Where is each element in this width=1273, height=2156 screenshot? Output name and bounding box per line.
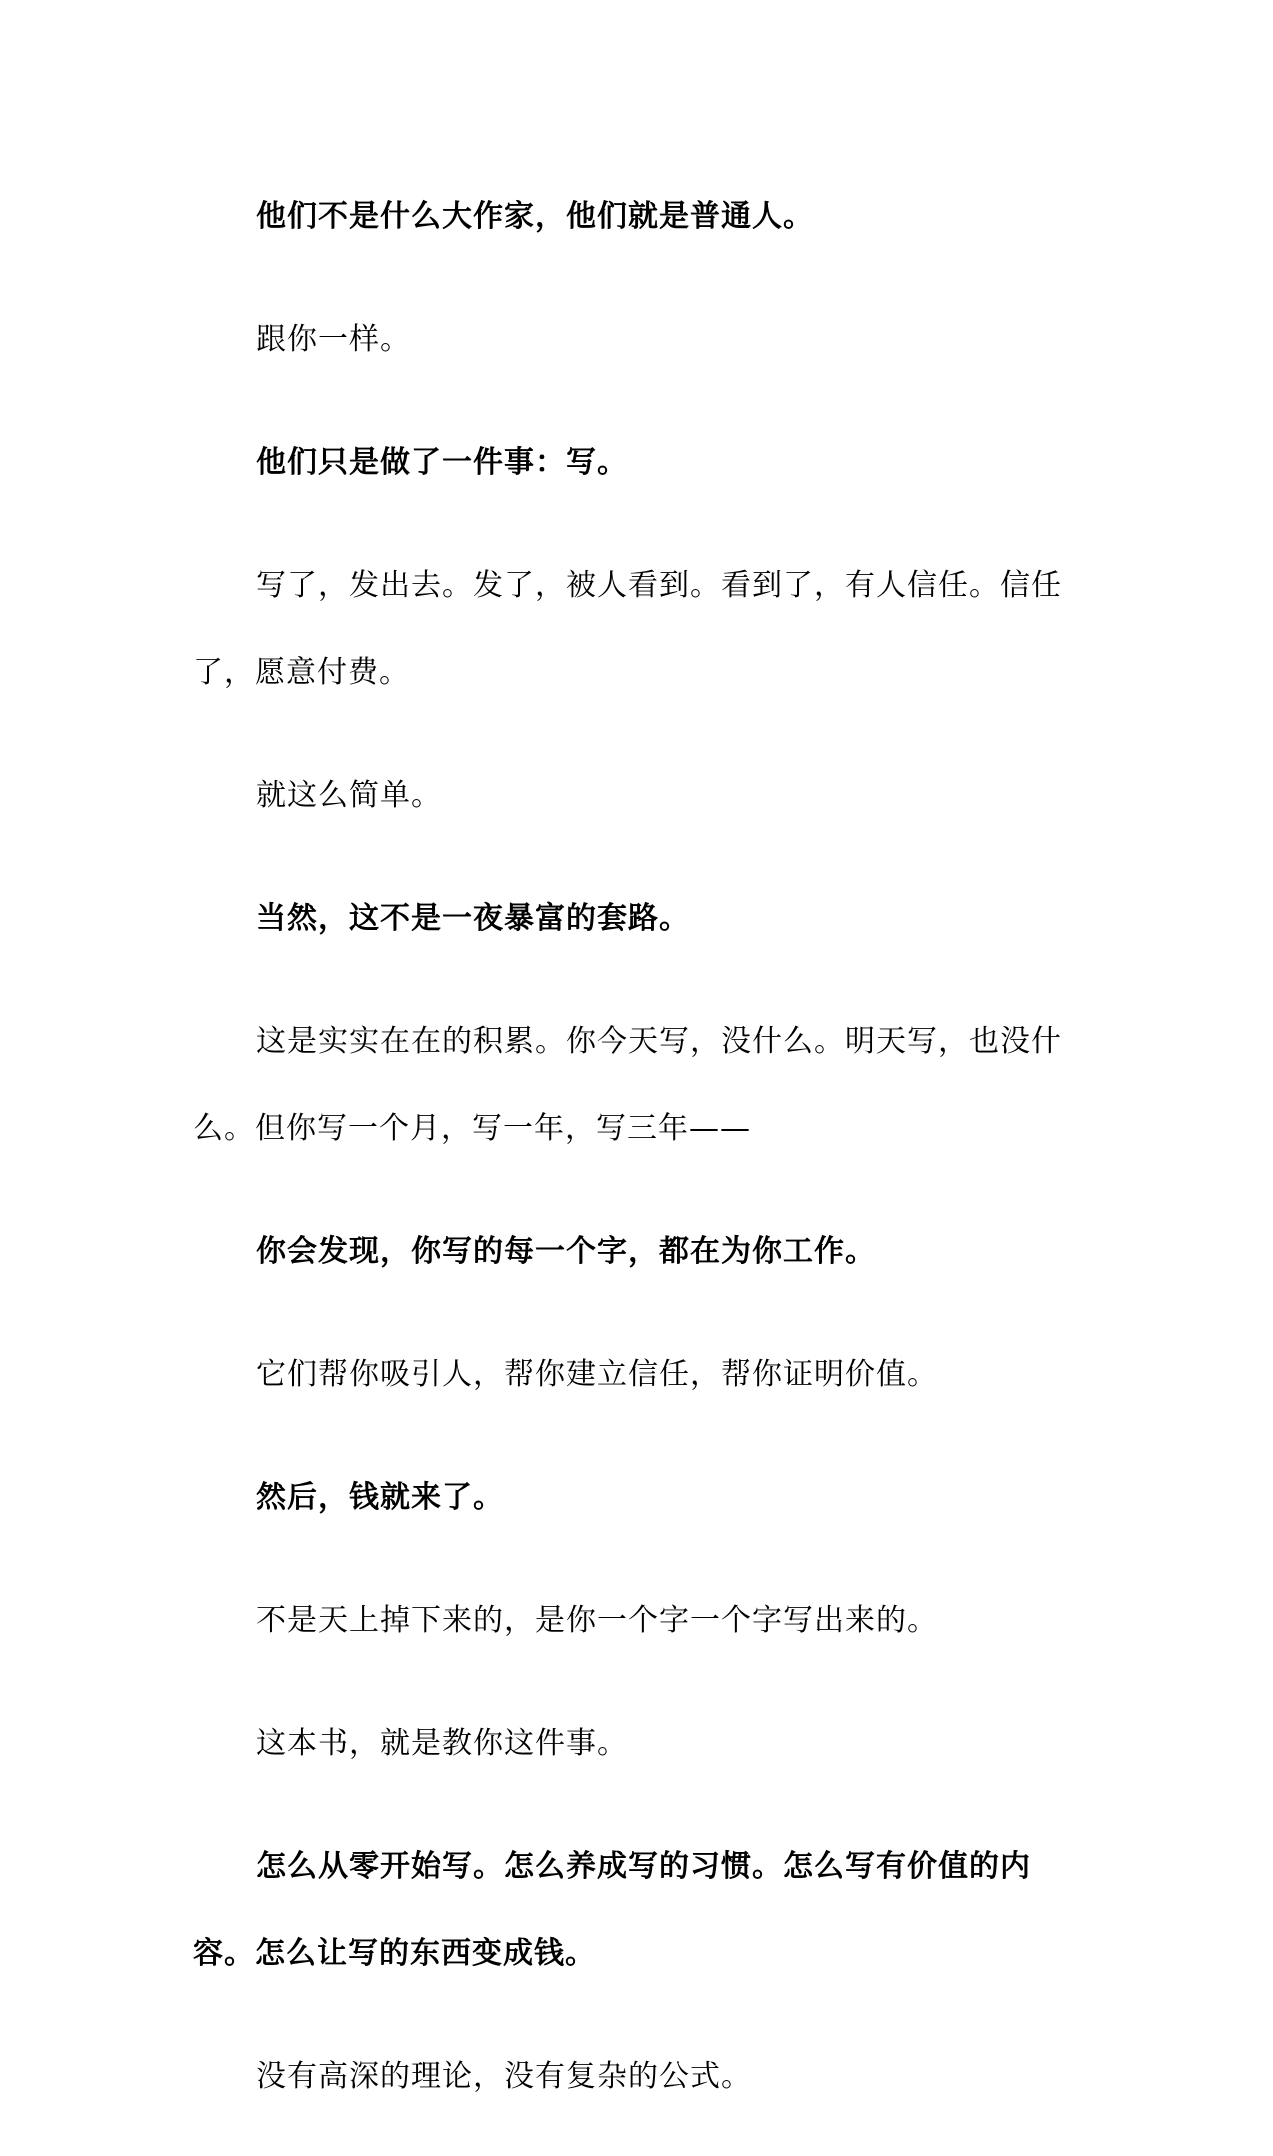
paragraph: 不是天上掉下来的，是你一个字一个字写出来的。 [256, 1603, 938, 1638]
paragraph: 写了，发出去。发了，被人看到。看到了，有人信任。信任了，愿意付费。 [193, 568, 1062, 690]
paragraph: 然后，钱就来了。 [256, 1480, 504, 1515]
paragraph: 他们不是什么大作家，他们就是普通人。 [256, 199, 814, 234]
paragraph: 这是实实在在的积累。你今天写，没什么。明天写，也没什么。但你写一个月，写一年，写三年—— [193, 1024, 1062, 1146]
paragraph: 跟你一样。 [256, 322, 411, 357]
paragraph: 他们只是做了一件事：写。 [256, 445, 628, 480]
paragraph: 没有高深的理论，没有复杂的公式。 [256, 2059, 752, 2094]
paragraph: 当然，这不是一夜暴富的套路。 [256, 901, 690, 936]
paragraph: 你会发现，你写的每一个字，都在为你工作。 [256, 1234, 876, 1269]
document-body [193, 173, 1081, 2156]
paragraph: 这本书，就是教你这件事。 [256, 1726, 628, 1761]
paragraph: 它们帮你吸引人，帮你建立信任，帮你证明价值。 [256, 1357, 938, 1392]
paragraph: 怎么从零开始写。怎么养成写的习惯。怎么写有价值的内容。怎么让写的东西变成钱。 [193, 1849, 1031, 1971]
paragraph: 就这么简单。 [256, 778, 442, 813]
